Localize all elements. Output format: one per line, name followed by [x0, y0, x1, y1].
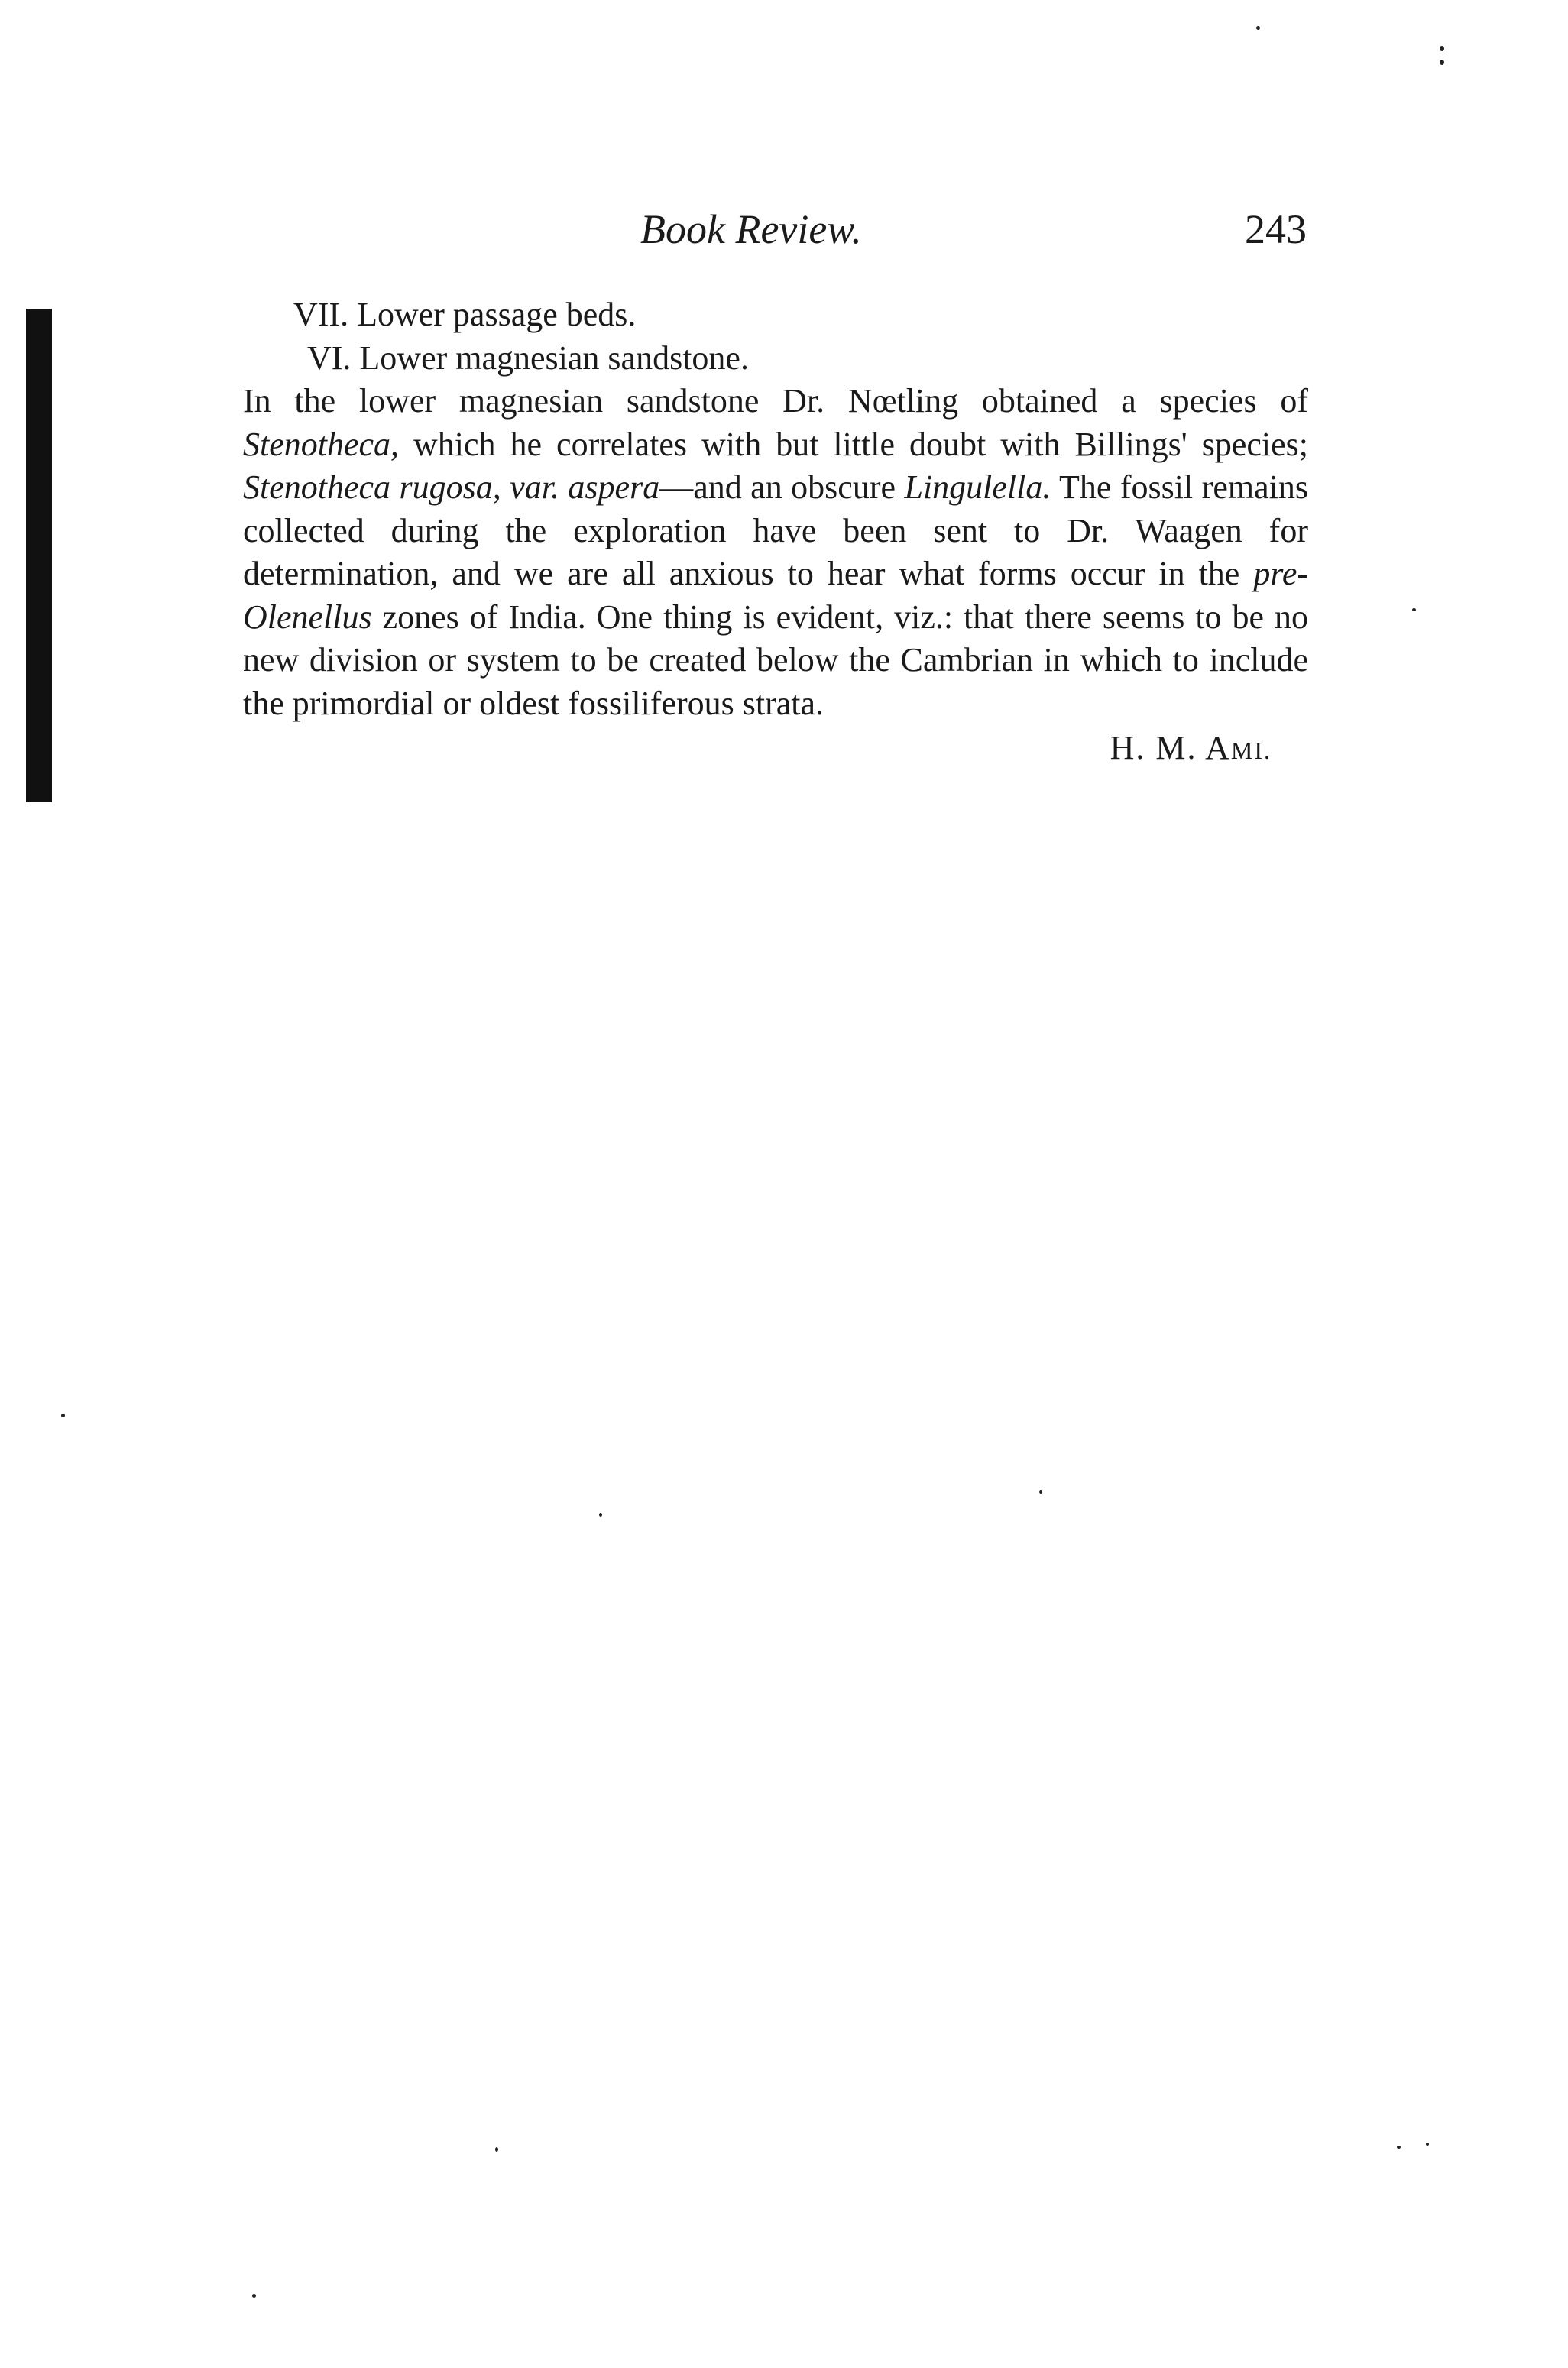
scan-speck: [1440, 60, 1444, 65]
scan-speck: [252, 2294, 256, 2298]
author-signature: [243, 727, 1308, 773]
body-text: [243, 293, 1308, 773]
list-item: VII. Lower passage beds.: [293, 296, 637, 333]
scan-speck: [495, 2147, 498, 2152]
paragraph-text: —and an obscure: [659, 468, 905, 506]
paragraph-text: The fossil remains collected during the exploration have been sent to Dr. Waagen for determination, and we are all anxious to hear what forms occur in the: [243, 468, 1308, 592]
page-number: 243: [1245, 206, 1307, 252]
list-item: VI. Lower magnesian sandstone.: [307, 339, 749, 377]
paragraph-text: which he correlates with but little doubt with Billings' species;: [399, 425, 1308, 463]
scan-speck: [1412, 608, 1416, 611]
paragraph-text: In the lower magnesian sandstone Dr. Nœtling obtained a species of: [243, 382, 1308, 420]
signature-small-caps: MI.: [1230, 737, 1272, 764]
scan-speck: [1397, 2146, 1401, 2149]
paragraph: [243, 380, 1308, 725]
scan-speck: [1256, 26, 1260, 30]
scan-speck: [1039, 1490, 1042, 1494]
page-header: [245, 202, 1307, 256]
scan-speck: [1440, 46, 1444, 51]
margin-scan-bar: [26, 309, 52, 802]
signature-initials: H. M. A: [1110, 729, 1231, 766]
scan-speck: [1426, 2143, 1429, 2146]
italic-term: Stenotheca rugosa, var. aspera: [243, 468, 660, 506]
running-title: Book Review.: [640, 206, 862, 252]
italic-term: pre-Olenellus: [243, 555, 1308, 636]
italic-term: Stenotheca,: [243, 425, 400, 463]
italic-term: Lingulella.: [904, 468, 1051, 506]
scan-speck: [61, 1414, 65, 1417]
scan-speck: [599, 1513, 602, 1517]
paragraph-text: zones of India. One thing is evident, viz.: that there seems to be no new division or system to be created below the Cambrian in which to include the primordial or oldest fossiliferous strata.: [243, 598, 1308, 722]
